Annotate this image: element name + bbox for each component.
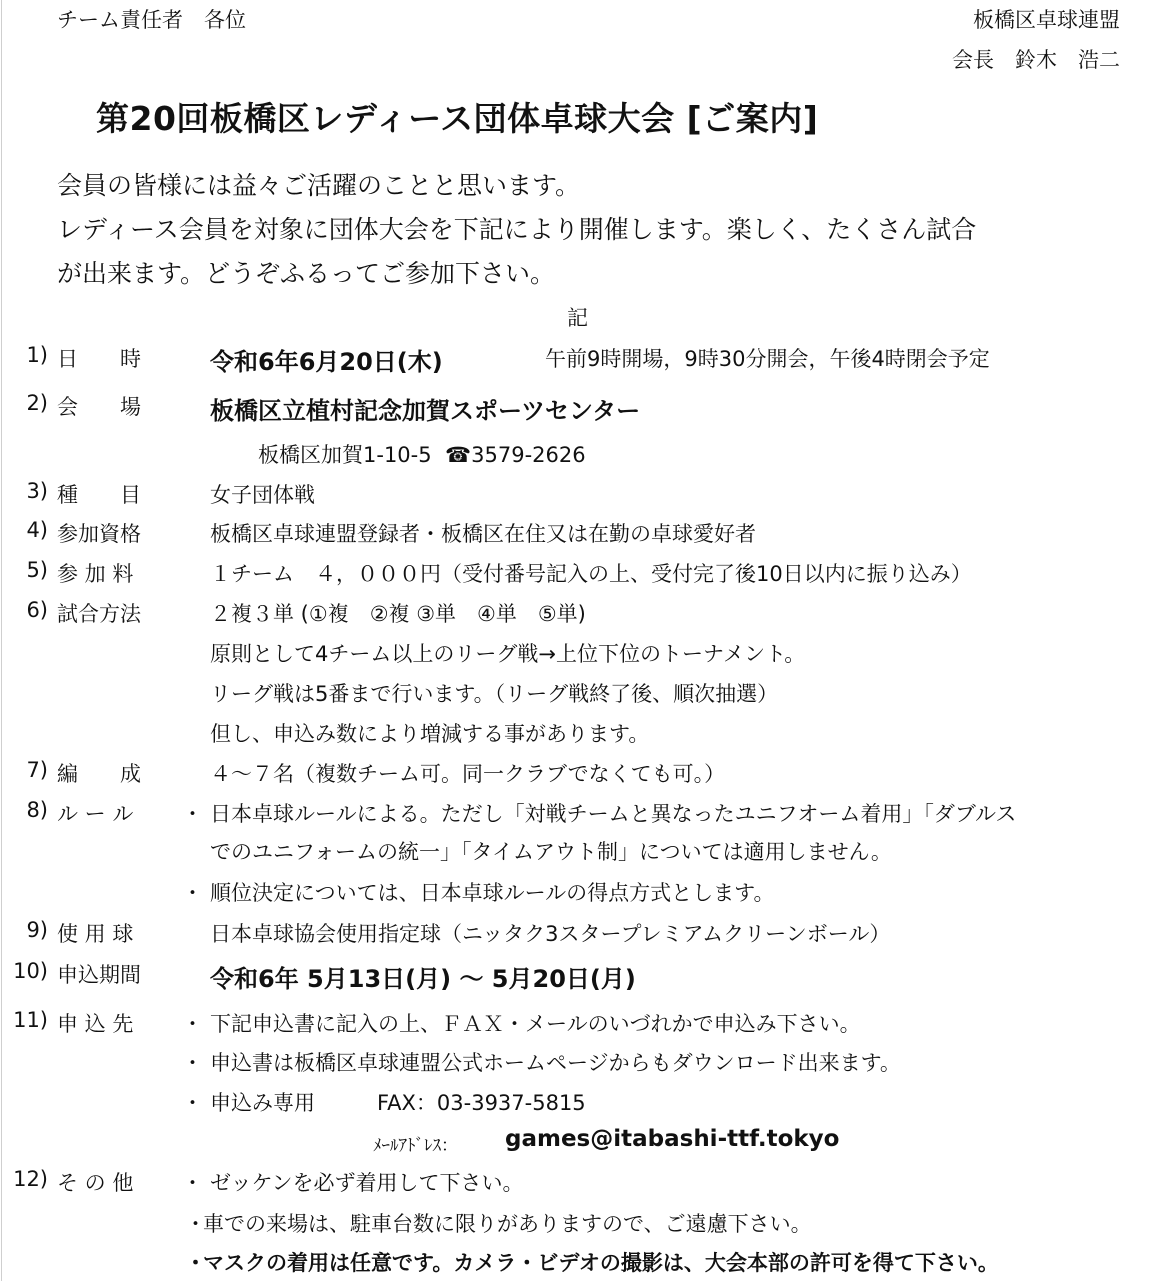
application-period: 令和6年 5月13日(月) ～ 5月20日(月) [210,965,636,993]
other-line-notice: マスクの着用は任意です。カメラ・ビデオの撮影は、大会本部の許可を得て下さい。 [203,1251,999,1275]
eligibility-text: 板橋区卓球連盟登録者・板橋区在住又は在勤の卓球愛好者 [210,522,756,546]
addressee: チーム責任者 各位 [57,8,246,32]
application-line: 申込書は板橋区卓球連盟公式ホームページからもダウンロード出来ます。 [210,1051,901,1075]
bullet-mark: ・ [185,1251,206,1275]
event-date: 令和6年6月20日(木) [210,348,443,376]
ki-heading: 記 [567,306,588,330]
intro-line-2: レディース会員を対象に団体大会を下記により開催します。楽しく、たくさん試合 [57,215,977,244]
intro-line-1: 会員の皆様には益々ご活躍のことと思います。 [57,171,581,200]
team-size-text: ４～７名（複数チーム可。同一クラブでなくても可。） [210,762,726,786]
ball-text: 日本卓球協会使用指定球（ニッタク3スタープレミアムクリーンボール） [210,922,891,946]
phone-icon: ☎ [444,443,472,467]
format-line: 原則として4チーム以上のリーグ戦→上位下位のトーナメント。 [210,642,806,666]
email-address[interactable]: games@itabashi-ttf.tokyo [505,1126,840,1152]
item-number: 7) [26,758,48,782]
rules-line: 日本卓球ルールによる。ただし「対戦チームと異なったユニフオーム着用」「ダブルス [210,802,1017,826]
event-category: 女子団体戦 [210,483,315,507]
item-number: 12) [13,1167,48,1191]
venue-address [258,439,586,469]
item-label-format: 試合方法 [57,602,141,626]
other-line: ゼッケンを必ず着用して下さい。 [210,1171,524,1195]
item-label-venue: 会 場 [57,395,141,419]
item-number: 2) [26,391,48,415]
item-number: 11) [13,1008,48,1032]
venue-phone: 3579-2626 [471,443,586,467]
application-line: 下記申込書に記入の上、ＦＡＸ・メールのいづれかで申込み下さい。 [210,1012,861,1036]
bullet-mark: ・ [182,1171,203,1195]
item-label-application-period: 申込期間 [57,963,141,987]
venue-name: 板橋区立植村記念加賀スポーツセンター [210,397,641,425]
venue-address-text: 板橋区加賀1-10-5 [258,443,432,467]
page-border [1,0,2,1281]
item-label-fee: 参 加 料 [57,562,134,586]
item-number: 1) [26,343,48,367]
item-number: 8) [26,798,48,822]
fax-number: FAX：03-3937-5815 [377,1091,586,1115]
format-line: リーグ戦は5番まで行います。（リーグ戦終了後、順次抽選） [210,682,779,706]
item-label-other: そ の 他 [57,1171,134,1195]
item-label-rules: ル ー ル [57,802,134,826]
fee-text: １チーム ４，０００円（受付番号記入の上、受付完了後10日以内に振り込み） [210,562,972,586]
item-label-eligibility: 参加資格 [57,522,141,546]
bullet-mark: ・ [182,1012,203,1036]
event-time: 午前9時開場，9時30分開会，午後4時閉会予定 [545,347,990,371]
item-number: 3) [26,479,48,503]
item-number: 10) [13,959,48,983]
item-number: 9) [26,918,48,942]
item-label-team-size: 編 成 [57,762,141,786]
bullet-mark: ・ [182,1051,203,1075]
item-label-datetime: 日 時 [57,347,141,371]
intro-line-3: が出来ます。どうぞふるってご参加下さい。 [57,259,556,288]
bullet-mark: ・ [185,1212,206,1236]
other-line: 車での来場は、駐車台数に限りがありますので、ご遠慮下さい。 [203,1212,812,1236]
item-label-event: 種 目 [57,483,141,507]
item-label-ball: 使 用 球 [57,922,134,946]
page-title: 第20回板橋区レディース団体卓球大会 [ご案内] [96,99,819,138]
bullet-mark: ・ [182,1091,203,1115]
item-number: 5) [26,558,48,582]
email-label: ﾒｰﾙｱﾄﾞﾚｽ： [373,1136,458,1156]
rules-line: 順位決定については、日本卓球ルールの得点方式とします。 [210,881,775,905]
bullet-mark: ・ [182,881,203,905]
organization-name: 板橋区卓球連盟 [973,8,1120,32]
item-number: 4) [26,518,48,542]
application-line: 申込み専用 [210,1091,315,1115]
bullet-mark: ・ [182,802,203,826]
item-label-application-to: 申 込 先 [57,1012,134,1036]
format-line: ２複３単 (①複 ②複 ③単 ④単 ⑤単) [210,602,586,626]
rules-line: でのユニフォームの統一」「タイムアウト制」については適用しません。 [210,840,892,864]
format-line: 但し、申込み数により増減する事があります。 [210,722,650,746]
president-name: 会長 鈴木 浩二 [952,48,1120,72]
item-number: 6) [26,598,48,622]
